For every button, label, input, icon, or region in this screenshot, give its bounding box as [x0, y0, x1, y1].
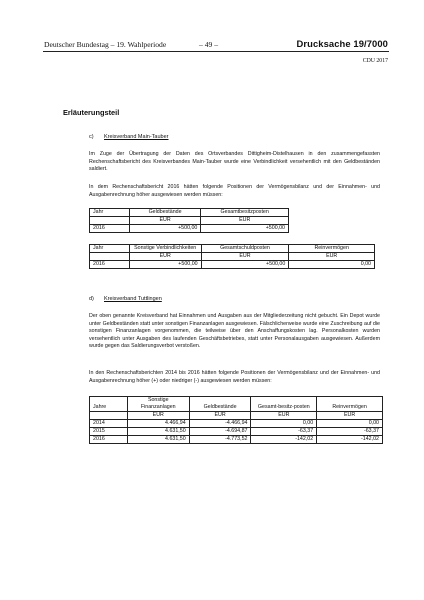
- table-main-tauber-1: [89, 208, 289, 233]
- document-number-bold: 7000: [366, 38, 388, 49]
- table-cell: -142,02: [251, 435, 317, 443]
- table-cell: +500,00: [129, 261, 201, 269]
- table-cell: 0,00: [251, 419, 317, 427]
- table-header-cell: Jahre: [90, 397, 128, 412]
- table-row: [90, 419, 383, 427]
- table-cell: -4.773,52: [189, 435, 251, 443]
- header-publication: Deutscher Bundestag – 19. Wahlperiode: [44, 40, 167, 49]
- subsection-c-label: c): [89, 134, 94, 140]
- table-unit-cell: EUR: [189, 411, 251, 419]
- table-unit-cell: EUR: [251, 411, 317, 419]
- party-tag: CDU 2017: [362, 58, 388, 64]
- table-cell: 2016: [90, 435, 128, 443]
- table-header-row: [90, 209, 289, 217]
- table-header-cell: Jahr: [90, 245, 130, 253]
- table-header-cell: Gesamtbesitzposten: [201, 209, 289, 217]
- table-cell: 2016: [90, 225, 130, 233]
- table-header-cell: Geldbestände: [189, 397, 251, 412]
- table-cell: 2015: [90, 427, 128, 435]
- table-cell: +500,00: [201, 261, 289, 269]
- table-cell: 2014: [90, 419, 128, 427]
- table-row: [90, 427, 383, 435]
- table-cell: -142,02: [317, 435, 383, 443]
- table-header-cell: Geldbestände: [129, 209, 201, 217]
- subsection-c-name: Kreisverband Main-Tauber: [104, 134, 169, 140]
- table-main-tauber-2: [89, 244, 375, 269]
- table-header-cell: Sonstige Finanzanlagen: [127, 397, 189, 412]
- table-unit-row: [90, 253, 375, 261]
- subsection-d-label: d): [89, 296, 94, 302]
- table-header-cell: Gesamtschuldposten: [201, 245, 289, 253]
- table-cell: 4.466,94: [127, 419, 189, 427]
- table-cell: -63,37: [251, 427, 317, 435]
- table-header-cell: Reinvermögen: [289, 245, 375, 253]
- table-unit-cell: [90, 217, 130, 225]
- section-heading: Erläuterungsteil: [63, 108, 120, 117]
- section-d-paragraph-1: Der oben genannte Kreisverband hat Einnahmen und Ausgaben aus der Mitgliederzeitung nicht gebucht. Ein Depot wurde unter Geldbeständen statt unter sonstigen Finanzanlagen ausgewiesen. Fälschlicherweise wurde eine Zuschreibung auf die sonstigen Finanzanlagen vorgenommen, die teilweise über den Anschaffungskosten lag. Personalkosten wurden versehentlich unter Ausgaben des laufenden Geschäftsbetriebes, statt unter Personalausgaben ausgewiesen. Außerdem wurde gegen das Saldierungsverbot verstoßen.: [89, 313, 380, 350]
- table-unit-cell: EUR: [317, 411, 383, 419]
- table-header-row: [90, 245, 375, 253]
- table-cell: 0,00: [289, 261, 375, 269]
- table-header-cell: Sonstige Verbindlichkeiten: [129, 245, 201, 253]
- table-cell: -4.466,94: [189, 419, 251, 427]
- table-cell: 4.631,50: [127, 427, 189, 435]
- section-c-paragraph-2: In dem Rechenschaftsbericht 2016 hätten folgende Positionen der Vermögensbilanz und der Einnahmen- und Ausgabenrechnung höher ausgewiesen werden müssen:: [89, 184, 380, 198]
- table-row: [90, 225, 289, 233]
- table-cell: +500,00: [201, 225, 289, 233]
- table-unit-cell: EUR: [129, 253, 201, 261]
- table-cell: 2016: [90, 261, 130, 269]
- document-number-prefix: Drucksache 19/: [296, 38, 367, 49]
- table-unit-cell: [90, 253, 130, 261]
- table-row: [90, 261, 375, 269]
- table-cell: -63,37: [317, 427, 383, 435]
- table-cell: 4.631,50: [127, 435, 189, 443]
- section-c-paragraph-1: Im Zuge der Übertragung der Daten des Ortsverbandes Dittigheim-Distelhausen in den zusammengefassten Rechenschaftsbericht des Kreisverbandes Main-Tauber wurde eine Verbindlichkeit versehentlich mit den Geldbeständen saldiert.: [89, 151, 380, 173]
- table-unit-cell: [90, 411, 128, 419]
- table-cell: 0,00: [317, 419, 383, 427]
- section-d-paragraph-2: In den Rechenschaftsberichten 2014 bis 2016 hätten folgende Positionen der Vermögensbilanz und der Einnahmen- und Ausgabenrechnung höher (+) oder niedriger (-) ausgewiesen werden müssen:: [89, 370, 380, 384]
- header-rule: [43, 51, 389, 52]
- table-unit-cell: EUR: [201, 253, 289, 261]
- table-unit-cell: EUR: [127, 411, 189, 419]
- table-unit-cell: EUR: [129, 217, 201, 225]
- table-cell: -4.694,87: [189, 427, 251, 435]
- table-cell: +500,00: [129, 225, 201, 233]
- table-tuttlingen: [89, 396, 383, 444]
- table-header-cell: Reinvermögen: [317, 397, 383, 412]
- table-unit-row: [90, 411, 383, 419]
- table-row: [90, 435, 383, 443]
- table-unit-cell: EUR: [201, 217, 289, 225]
- table-unit-cell: EUR: [289, 253, 375, 261]
- table-unit-row: [90, 217, 289, 225]
- header-document-number: [297, 38, 388, 49]
- subsection-d-name: Kreisverband Tuttlingen: [104, 296, 162, 302]
- header-page-number: – 49 –: [199, 40, 218, 49]
- table-header-row: [90, 397, 383, 412]
- table-header-cell: Jahr: [90, 209, 130, 217]
- table-header-cell: Gesamt-besitz-posten: [251, 397, 317, 412]
